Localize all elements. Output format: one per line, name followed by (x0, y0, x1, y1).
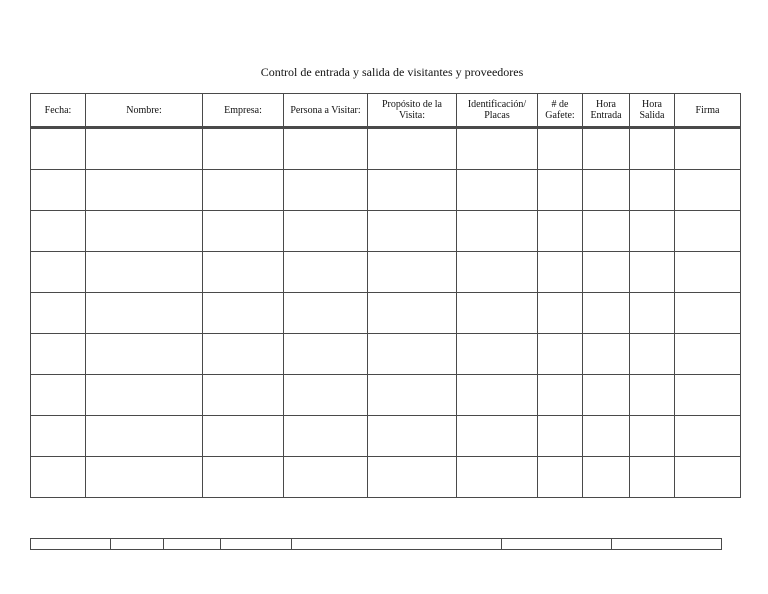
entry-cell[interactable] (675, 415, 741, 456)
table-row (31, 251, 741, 292)
column-header-empresa: Empresa: (203, 94, 284, 128)
column-header-numero-de-gafete: # de Gafete: (538, 94, 583, 128)
footer-cell (221, 539, 292, 550)
entry-cell[interactable] (31, 333, 86, 374)
entry-cell[interactable] (368, 456, 457, 497)
entry-cell[interactable] (86, 128, 203, 170)
entry-cell[interactable] (675, 374, 741, 415)
entry-cell[interactable] (675, 456, 741, 497)
entry-cell[interactable] (675, 210, 741, 251)
entry-cell[interactable] (284, 333, 368, 374)
entry-cell[interactable] (284, 415, 368, 456)
entry-cell[interactable] (284, 456, 368, 497)
entry-cell[interactable] (457, 210, 538, 251)
entry-cell[interactable] (31, 374, 86, 415)
column-header-fecha: Fecha: (31, 94, 86, 128)
footer-cell (292, 539, 502, 550)
entry-cell[interactable] (630, 456, 675, 497)
entry-cell[interactable] (457, 415, 538, 456)
entry-cell[interactable] (457, 128, 538, 170)
entry-cell[interactable] (203, 333, 284, 374)
entry-cell[interactable] (203, 456, 284, 497)
entry-cell[interactable] (284, 292, 368, 333)
entry-cell[interactable] (630, 292, 675, 333)
entry-cell[interactable] (368, 251, 457, 292)
entry-cell[interactable] (368, 333, 457, 374)
table-row (31, 333, 741, 374)
entry-cell[interactable] (583, 210, 630, 251)
entry-cell[interactable] (538, 210, 583, 251)
entry-cell[interactable] (457, 292, 538, 333)
page-title: Control de entrada y salida de visitantes y proveedores (260, 65, 524, 79)
entry-cell[interactable] (583, 374, 630, 415)
column-header-hora-salida: Hora Salida (630, 94, 675, 128)
entry-cell[interactable] (538, 292, 583, 333)
entry-cell[interactable] (203, 210, 284, 251)
table-row (31, 292, 741, 333)
entry-cell[interactable] (86, 456, 203, 497)
column-header-proposito-de-la-visita: Propósito de la Visita: (368, 94, 457, 128)
entry-cell[interactable] (368, 374, 457, 415)
entry-cell[interactable] (583, 128, 630, 170)
entry-cell[interactable] (538, 456, 583, 497)
entry-cell[interactable] (630, 128, 675, 170)
entry-cell[interactable] (284, 374, 368, 415)
entry-cell[interactable] (538, 251, 583, 292)
column-header-firma: Firma (675, 94, 741, 128)
footer-strip-row (31, 539, 722, 550)
visitor-log-table (30, 93, 741, 498)
entry-cell[interactable] (368, 128, 457, 170)
entry-cell[interactable] (583, 333, 630, 374)
entry-cell[interactable] (284, 128, 368, 170)
entry-cell[interactable] (675, 169, 741, 210)
entry-cell[interactable] (457, 456, 538, 497)
entry-cell[interactable] (457, 169, 538, 210)
entry-cell[interactable] (538, 333, 583, 374)
footer-cell (612, 539, 722, 550)
entry-cell[interactable] (538, 374, 583, 415)
entry-cell[interactable] (675, 292, 741, 333)
table-row (31, 128, 741, 170)
entry-cell[interactable] (31, 292, 86, 333)
entry-cell[interactable] (368, 169, 457, 210)
entry-cell[interactable] (630, 251, 675, 292)
entry-cell[interactable] (203, 169, 284, 210)
table-row (31, 415, 741, 456)
table-row (31, 456, 741, 497)
entry-cell[interactable] (368, 292, 457, 333)
entry-cell[interactable] (583, 292, 630, 333)
entry-cell[interactable] (284, 210, 368, 251)
entry-cell[interactable] (457, 374, 538, 415)
entry-cell[interactable] (583, 415, 630, 456)
entry-cell[interactable] (583, 456, 630, 497)
footer-cell (164, 539, 221, 550)
entry-cell[interactable] (675, 251, 741, 292)
entry-cell[interactable] (630, 415, 675, 456)
footer-strip (30, 538, 722, 550)
entry-cell[interactable] (203, 415, 284, 456)
entry-cell[interactable] (538, 169, 583, 210)
table-row (31, 374, 741, 415)
entry-cell[interactable] (583, 251, 630, 292)
entry-cell[interactable] (86, 210, 203, 251)
entry-cell[interactable] (457, 251, 538, 292)
entry-cell[interactable] (31, 210, 86, 251)
column-header-persona-a-visitar: Persona a Visitar: (284, 94, 368, 128)
entry-cell[interactable] (86, 374, 203, 415)
entry-cell[interactable] (86, 251, 203, 292)
table-header-row (31, 94, 741, 128)
entry-cell[interactable] (86, 415, 203, 456)
entry-cell[interactable] (675, 333, 741, 374)
footer-cell (31, 539, 111, 550)
entry-cell[interactable] (630, 374, 675, 415)
entry-cell[interactable] (583, 169, 630, 210)
entry-cell[interactable] (284, 251, 368, 292)
entry-cell[interactable] (86, 333, 203, 374)
table-body (31, 128, 741, 498)
entry-cell[interactable] (31, 251, 86, 292)
entry-cell[interactable] (203, 292, 284, 333)
entry-cell[interactable] (31, 456, 86, 497)
entry-cell[interactable] (675, 128, 741, 170)
column-header-nombre: Nombre: (86, 94, 203, 128)
entry-cell[interactable] (284, 169, 368, 210)
entry-cell[interactable] (368, 415, 457, 456)
entry-cell[interactable] (630, 169, 675, 210)
entry-cell[interactable] (203, 128, 284, 170)
table-row (31, 210, 741, 251)
footer-cell (111, 539, 164, 550)
entry-cell[interactable] (630, 210, 675, 251)
entry-cell[interactable] (538, 128, 583, 170)
entry-cell[interactable] (630, 333, 675, 374)
entry-cell[interactable] (31, 169, 86, 210)
entry-cell[interactable] (203, 374, 284, 415)
entry-cell[interactable] (203, 251, 284, 292)
entry-cell[interactable] (538, 415, 583, 456)
footer-cell (502, 539, 612, 550)
entry-cell[interactable] (86, 169, 203, 210)
table-row (31, 169, 741, 210)
entry-cell[interactable] (31, 415, 86, 456)
entry-cell[interactable] (31, 128, 86, 170)
entry-cell[interactable] (457, 333, 538, 374)
entry-cell[interactable] (368, 210, 457, 251)
entry-cell[interactable] (86, 292, 203, 333)
column-header-identificacion-placas: Identificación/ Placas (457, 94, 538, 128)
column-header-hora-entrada: Hora Entrada (583, 94, 630, 128)
